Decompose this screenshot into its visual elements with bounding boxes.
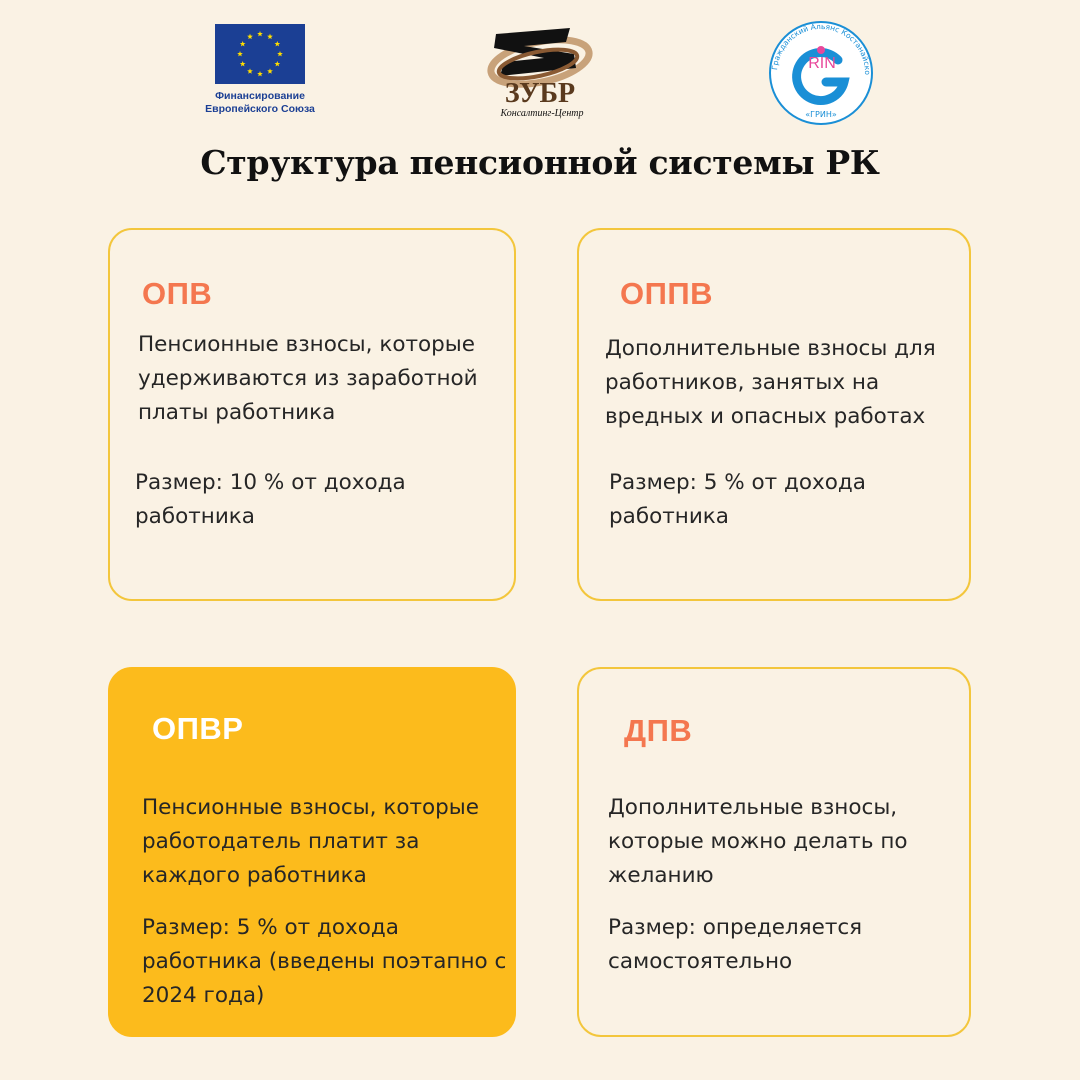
card-description: Дополнительные взносы, которые можно делать по желанию <box>608 795 908 888</box>
grin-logo-letters: RIN <box>808 55 836 72</box>
card-size: Размер: определяется самостоятельно <box>608 915 863 974</box>
zubr-logo-icon <box>478 20 600 124</box>
card-title: ОПВР <box>152 711 244 746</box>
card-description: Дополнительные взносы для работников, занятых на вредных и опасных работах <box>605 336 936 429</box>
grin-logo-ring-text: Гражданский Альянс Костанайско <box>770 21 873 75</box>
eu-caption <box>200 90 320 116</box>
zubr-logo-name: ЗУБР <box>504 78 576 109</box>
card-size: Размер: 5 % от дохода работника <box>609 470 866 529</box>
card-title: ОППВ <box>620 276 714 311</box>
grin-logo <box>768 20 874 126</box>
zubr-logo <box>478 20 600 124</box>
card-title: ДПВ <box>624 713 693 748</box>
card-dpv <box>577 667 971 1037</box>
card-description: Пенсионные взносы, которые работодатель платит за каждого работника <box>142 795 479 888</box>
card-oppv <box>577 228 971 601</box>
card-title: ОПВ <box>142 276 213 311</box>
eu-flag-icon <box>215 24 305 84</box>
grin-logo-icon <box>768 20 874 126</box>
eu-logo <box>200 24 320 124</box>
eu-caption-line2: Европейского Союза <box>205 103 315 115</box>
eu-caption-line1: Финансирование <box>215 90 305 102</box>
grin-logo-name: «ГРИН» <box>805 110 837 119</box>
card-opv <box>108 228 516 601</box>
card-description: Пенсионные взносы, которые удерживаются из заработной платы работника <box>138 332 478 425</box>
card-size: Размер: 5 % от дохода работника (введены поэтапно с 2024 года) <box>142 915 507 1008</box>
card-opvr <box>108 667 516 1037</box>
zubr-logo-subtitle: Консалтинг-Центр <box>500 108 584 119</box>
page-title: Структура пенсионной системы РК <box>200 143 880 182</box>
card-size: Размер: 10 % от дохода работника <box>135 470 406 529</box>
